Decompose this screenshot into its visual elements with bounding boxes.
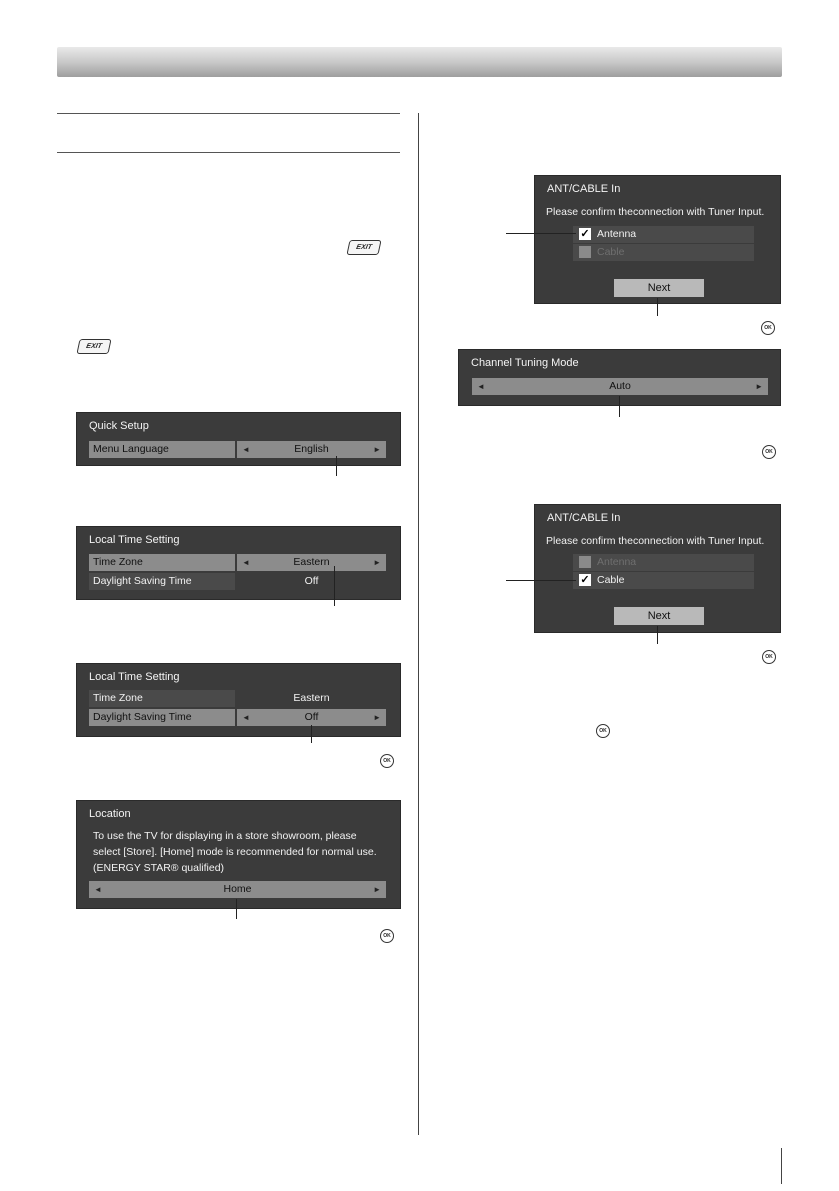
time-zone-value-cell[interactable]	[237, 554, 386, 571]
ok-button-icon: OK	[761, 321, 775, 335]
callout-line	[657, 626, 658, 644]
tuning-mode-value: Auto	[609, 380, 631, 392]
menu-language-row[interactable]	[89, 441, 386, 458]
tuning-mode-selector[interactable]	[472, 378, 768, 395]
dst-value: Off	[304, 711, 319, 723]
row-label-cell	[89, 573, 235, 590]
time-zone-value: Eastern	[293, 556, 330, 568]
callout-line	[311, 725, 312, 743]
antenna-option[interactable]	[573, 226, 754, 243]
ok-button-icon: OK	[596, 724, 610, 738]
callout-line	[506, 233, 576, 234]
menu-language-value-cell[interactable]	[237, 441, 386, 458]
panel-title: Location	[89, 808, 131, 820]
checkbox-icon[interactable]: ✓	[580, 574, 590, 586]
callout-line	[619, 396, 620, 417]
row-label-cell	[89, 709, 235, 726]
antenna-label: Antenna	[597, 556, 637, 568]
next-button[interactable]: Next	[614, 279, 704, 297]
right-arrow-icon[interactable]: ►	[373, 885, 381, 894]
panel-title: Quick Setup	[89, 420, 149, 432]
callout-line	[236, 899, 237, 919]
dst-value-cell[interactable]	[237, 709, 386, 726]
dst-row[interactable]	[89, 709, 386, 726]
next-button[interactable]: Next	[614, 607, 704, 625]
location-value: Home	[223, 883, 252, 895]
antenna-label: Antenna	[597, 228, 637, 240]
page-header-bar	[57, 47, 782, 77]
local-time-panel-1	[77, 527, 400, 599]
cable-label: Cable	[597, 574, 625, 586]
location-line-3: (ENERGY STAR® qualified)	[93, 862, 225, 874]
time-zone-label: Time Zone	[93, 692, 143, 704]
antenna-option[interactable]	[573, 554, 754, 571]
panel-title: ANT/CABLE In	[547, 183, 621, 195]
exit-button-icon: EXIT	[346, 240, 381, 255]
dst-label: Daylight Saving Time	[93, 575, 192, 587]
dst-label: Daylight Saving Time	[93, 711, 192, 723]
panel-title: Local Time Setting	[89, 534, 180, 546]
menu-language-label: Menu Language	[93, 443, 169, 455]
connection-prompt: Please confirm theconnection with Tuner Input.	[546, 206, 765, 218]
time-zone-value-cell[interactable]	[237, 690, 386, 707]
right-arrow-icon[interactable]: ►	[373, 445, 381, 454]
callout-line	[506, 580, 576, 581]
left-arrow-icon[interactable]: ◄	[477, 382, 485, 391]
location-selector[interactable]	[89, 881, 386, 898]
cable-option[interactable]	[573, 572, 754, 589]
ok-button-icon: OK	[762, 650, 776, 664]
time-zone-value: Eastern	[293, 692, 330, 704]
ok-button-icon: OK	[380, 754, 394, 768]
callout-line	[336, 456, 337, 476]
dst-row[interactable]	[89, 573, 386, 590]
time-zone-label: Time Zone	[93, 556, 143, 568]
dst-value: Off	[304, 575, 319, 587]
left-arrow-icon[interactable]: ◄	[94, 885, 102, 894]
ok-button-icon: OK	[380, 929, 394, 943]
checkbox-icon[interactable]	[579, 556, 591, 568]
right-arrow-icon[interactable]: ►	[373, 558, 381, 567]
time-zone-row[interactable]	[89, 690, 386, 707]
location-description	[93, 828, 377, 876]
location-line-1: To use the TV for displaying in a store showroom, please	[93, 830, 357, 842]
ant-cable-panel-1	[535, 176, 780, 303]
panel-title: Channel Tuning Mode	[471, 357, 579, 369]
left-arrow-icon[interactable]: ◄	[242, 558, 250, 567]
right-arrow-icon[interactable]: ►	[373, 713, 381, 722]
cable-label: Cable	[597, 246, 625, 258]
quick-setup-panel	[77, 413, 400, 465]
checkbox-icon[interactable]: ✓	[580, 228, 590, 240]
panel-title: Local Time Setting	[89, 671, 180, 683]
location-panel	[77, 801, 400, 908]
left-arrow-icon[interactable]: ◄	[242, 713, 250, 722]
callout-line	[334, 566, 335, 606]
row-label-cell	[89, 690, 235, 707]
location-line-2: select [Store]. [Home] mode is recommended for normal use.	[93, 846, 377, 858]
menu-language-value: English	[294, 443, 329, 455]
right-arrow-icon[interactable]: ►	[755, 382, 763, 391]
checkbox-icon[interactable]	[579, 246, 591, 258]
dst-value-cell[interactable]	[237, 573, 386, 590]
callout-line	[657, 298, 658, 316]
row-label-cell	[89, 554, 235, 571]
ok-button-icon: OK	[762, 445, 776, 459]
exit-button-icon: EXIT	[76, 339, 111, 354]
panel-title: ANT/CABLE In	[547, 512, 621, 524]
connection-prompt: Please confirm theconnection with Tuner Input.	[546, 535, 765, 547]
cable-option[interactable]	[573, 244, 754, 261]
time-zone-row[interactable]	[89, 554, 386, 571]
section-rule-bottom	[57, 152, 400, 153]
column-divider	[418, 113, 419, 1135]
page-edge-marker	[781, 1148, 782, 1184]
row-label-cell	[89, 441, 235, 458]
section-rule-top	[57, 113, 400, 114]
local-time-panel-2	[77, 664, 400, 736]
ant-cable-panel-2	[535, 505, 780, 632]
left-arrow-icon[interactable]: ◄	[242, 445, 250, 454]
